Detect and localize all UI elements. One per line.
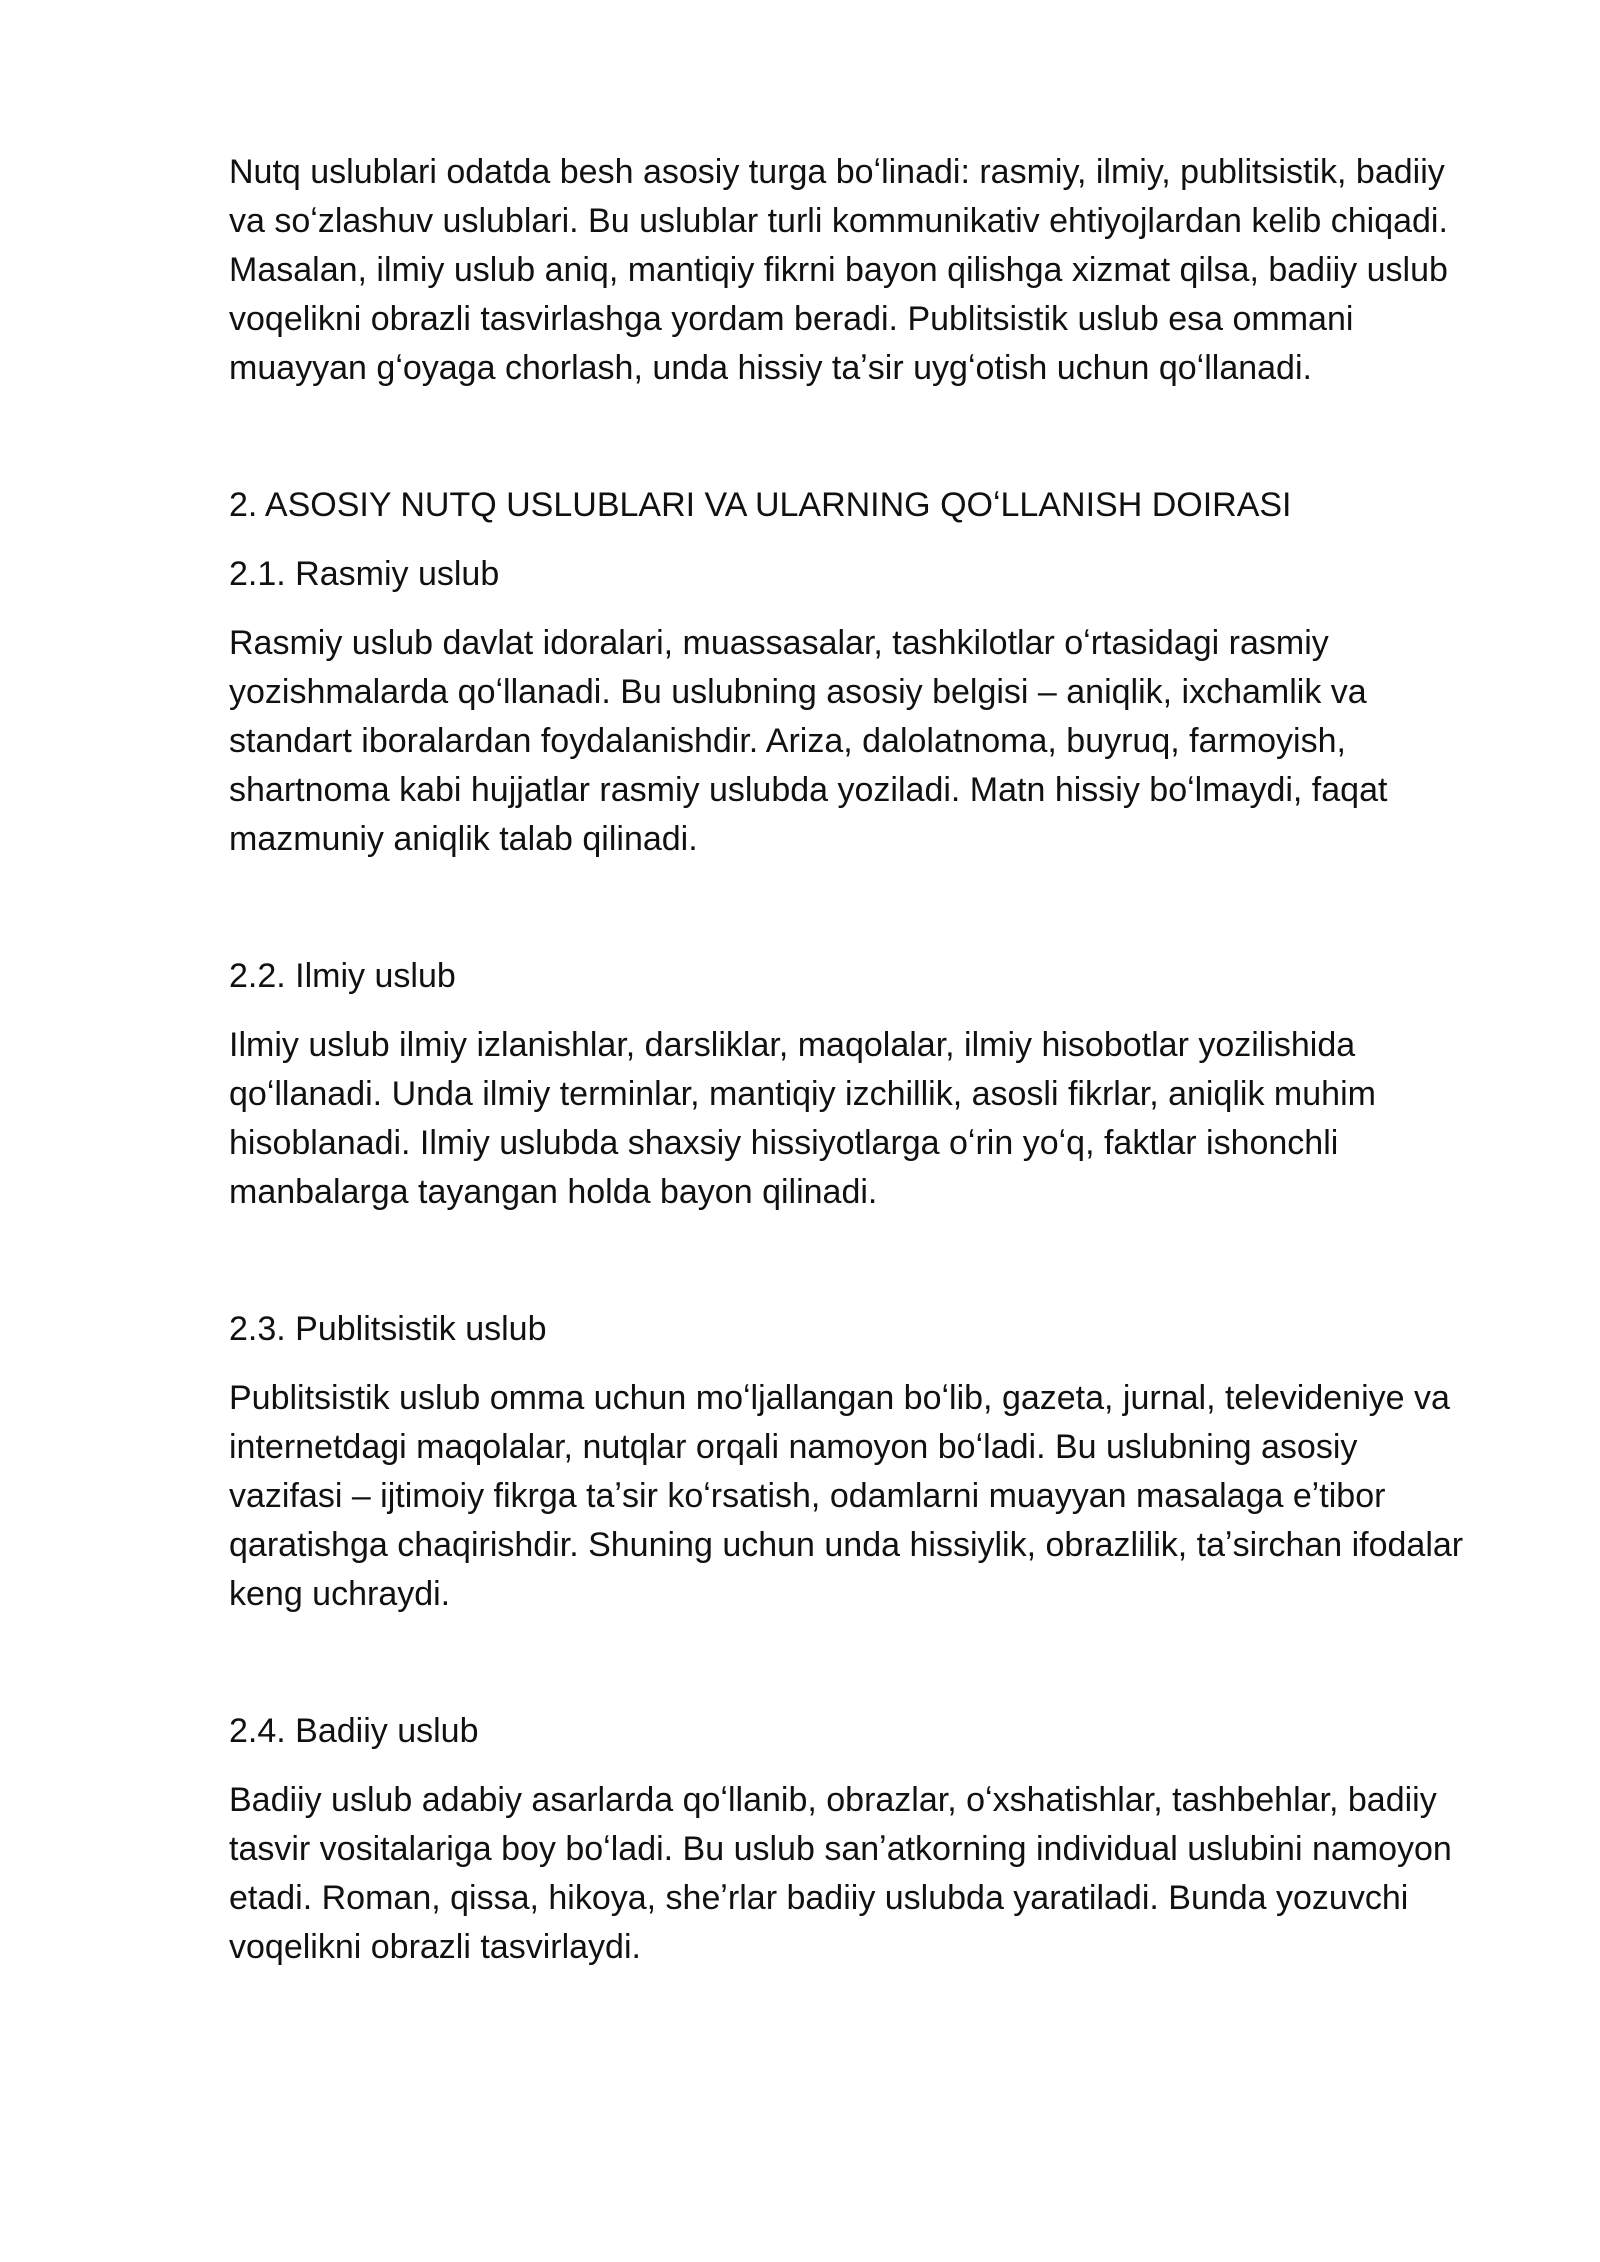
text-line: vazifasi – ijtimoiy fikrga taʼsir koʻrsatish, odamlarni muayyan masalaga eʼtibor <box>229 1477 1386 1515</box>
spacer <box>229 393 1499 481</box>
subsection-heading-badiiy: 2.4. Badiiy uslub <box>229 1712 479 1750</box>
text-line: muayyan gʻoyaga chorlash, unda hissiy taʼsir uygʻotish uchun qoʻllanadi. <box>229 349 1312 387</box>
text-line: Publitsistik uslub omma uchun moʻljallangan boʻlib, gazeta, jurnal, televideniye va <box>229 1379 1450 1417</box>
subsection-heading-rasmiy: 2.1. Rasmiy uslub <box>229 555 500 593</box>
text-line: tasvir vositalariga boy boʻladi. Bu uslub sanʼatkorning individual uslubini namoyon <box>229 1830 1452 1868</box>
text-line: qoʻllanadi. Unda ilmiy terminlar, mantiqiy izchillik, asosli fikrlar, aniqlik muhim <box>229 1075 1376 1113</box>
text-line: internetdagi maqolalar, nutqlar orqali namoyon boʻladi. Bu uslubning asosiy <box>229 1428 1358 1466</box>
spacer <box>229 1217 1499 1305</box>
text-line: voqelikni obrazli tasvirlaydi. <box>229 1928 641 1966</box>
text-line: mazmuniy aniqlik talab qilinadi. <box>229 820 698 858</box>
text-line: qaratishga chaqirishdir. Shuning uchun unda hissiylik, obrazlilik, taʼsirchan ifodalar <box>229 1526 1464 1564</box>
text-line: yozishmalarda qoʻllanadi. Bu uslubning asosiy belgisi – aniqlik, ixchamlik va <box>229 673 1367 711</box>
text-line: Rasmiy uslub davlat idoralari, muassasalar, tashkilotlar oʻrtasidagi rasmiy <box>229 624 1329 662</box>
section-heading: 2. ASOSIY NUTQ USLUBLARI VA ULARNING QOʻLLANISH DOIRASI <box>229 486 1292 524</box>
text-line: hisoblanadi. Ilmiy uslubda shaxsiy hissiyotlarga oʻrin yoʻq, faktlar ishonchli <box>229 1124 1339 1162</box>
paragraph-publitsistik <box>229 1374 1499 1619</box>
paragraph-rasmiy <box>229 619 1499 864</box>
intro-paragraph <box>229 148 1499 393</box>
text-line: voqelikni obrazli tasvirlashga yordam beradi. Publitsistik uslub esa ommani <box>229 300 1354 338</box>
text-line: Ilmiy uslub ilmiy izlanishlar, darsliklar, maqolalar, ilmiy hisobotlar yozilishida <box>229 1026 1356 1064</box>
text-line: va soʻzlashuv uslublari. Bu uslublar turli kommunikativ ehtiyojlardan kelib chiqadi. <box>229 202 1448 240</box>
subsection-heading-ilmiy: 2.2. Ilmiy uslub <box>229 957 456 995</box>
text-line: Masalan, ilmiy uslub aniq, mantiqiy fikrni bayon qilishga xizmat qilsa, badiiy uslub <box>229 251 1448 289</box>
spacer <box>229 864 1499 952</box>
text-line: standart iboralardan foydalanishdir. Ariza, dalolatnoma, buyruq, farmoyish, <box>229 722 1346 760</box>
text-line: Nutq uslublari odatda besh asosiy turga boʻlinadi: rasmiy, ilmiy, publitsistik, badiiy <box>229 153 1445 191</box>
text-line: shartnoma kabi hujjatlar rasmiy uslubda yoziladi. Matn hissiy boʻlmaydi, faqat <box>229 771 1388 809</box>
text-line: keng uchraydi. <box>229 1575 451 1613</box>
document-body <box>229 148 1499 1972</box>
text-line: manbalarga tayangan holda bayon qilinadi. <box>229 1173 878 1211</box>
paragraph-badiiy <box>229 1776 1499 1972</box>
text-line: Badiiy uslub adabiy asarlarda qoʻllanib, obrazlar, oʻxshatishlar, tashbehlar, badiiy <box>229 1781 1437 1819</box>
spacer <box>229 1619 1499 1707</box>
subsection-heading-publitsistik: 2.3. Publitsistik uslub <box>229 1310 547 1348</box>
text-line: etadi. Roman, qissa, hikoya, sheʼrlar badiiy uslubda yaratiladi. Bunda yozuvchi <box>229 1879 1409 1917</box>
paragraph-ilmiy <box>229 1021 1499 1217</box>
